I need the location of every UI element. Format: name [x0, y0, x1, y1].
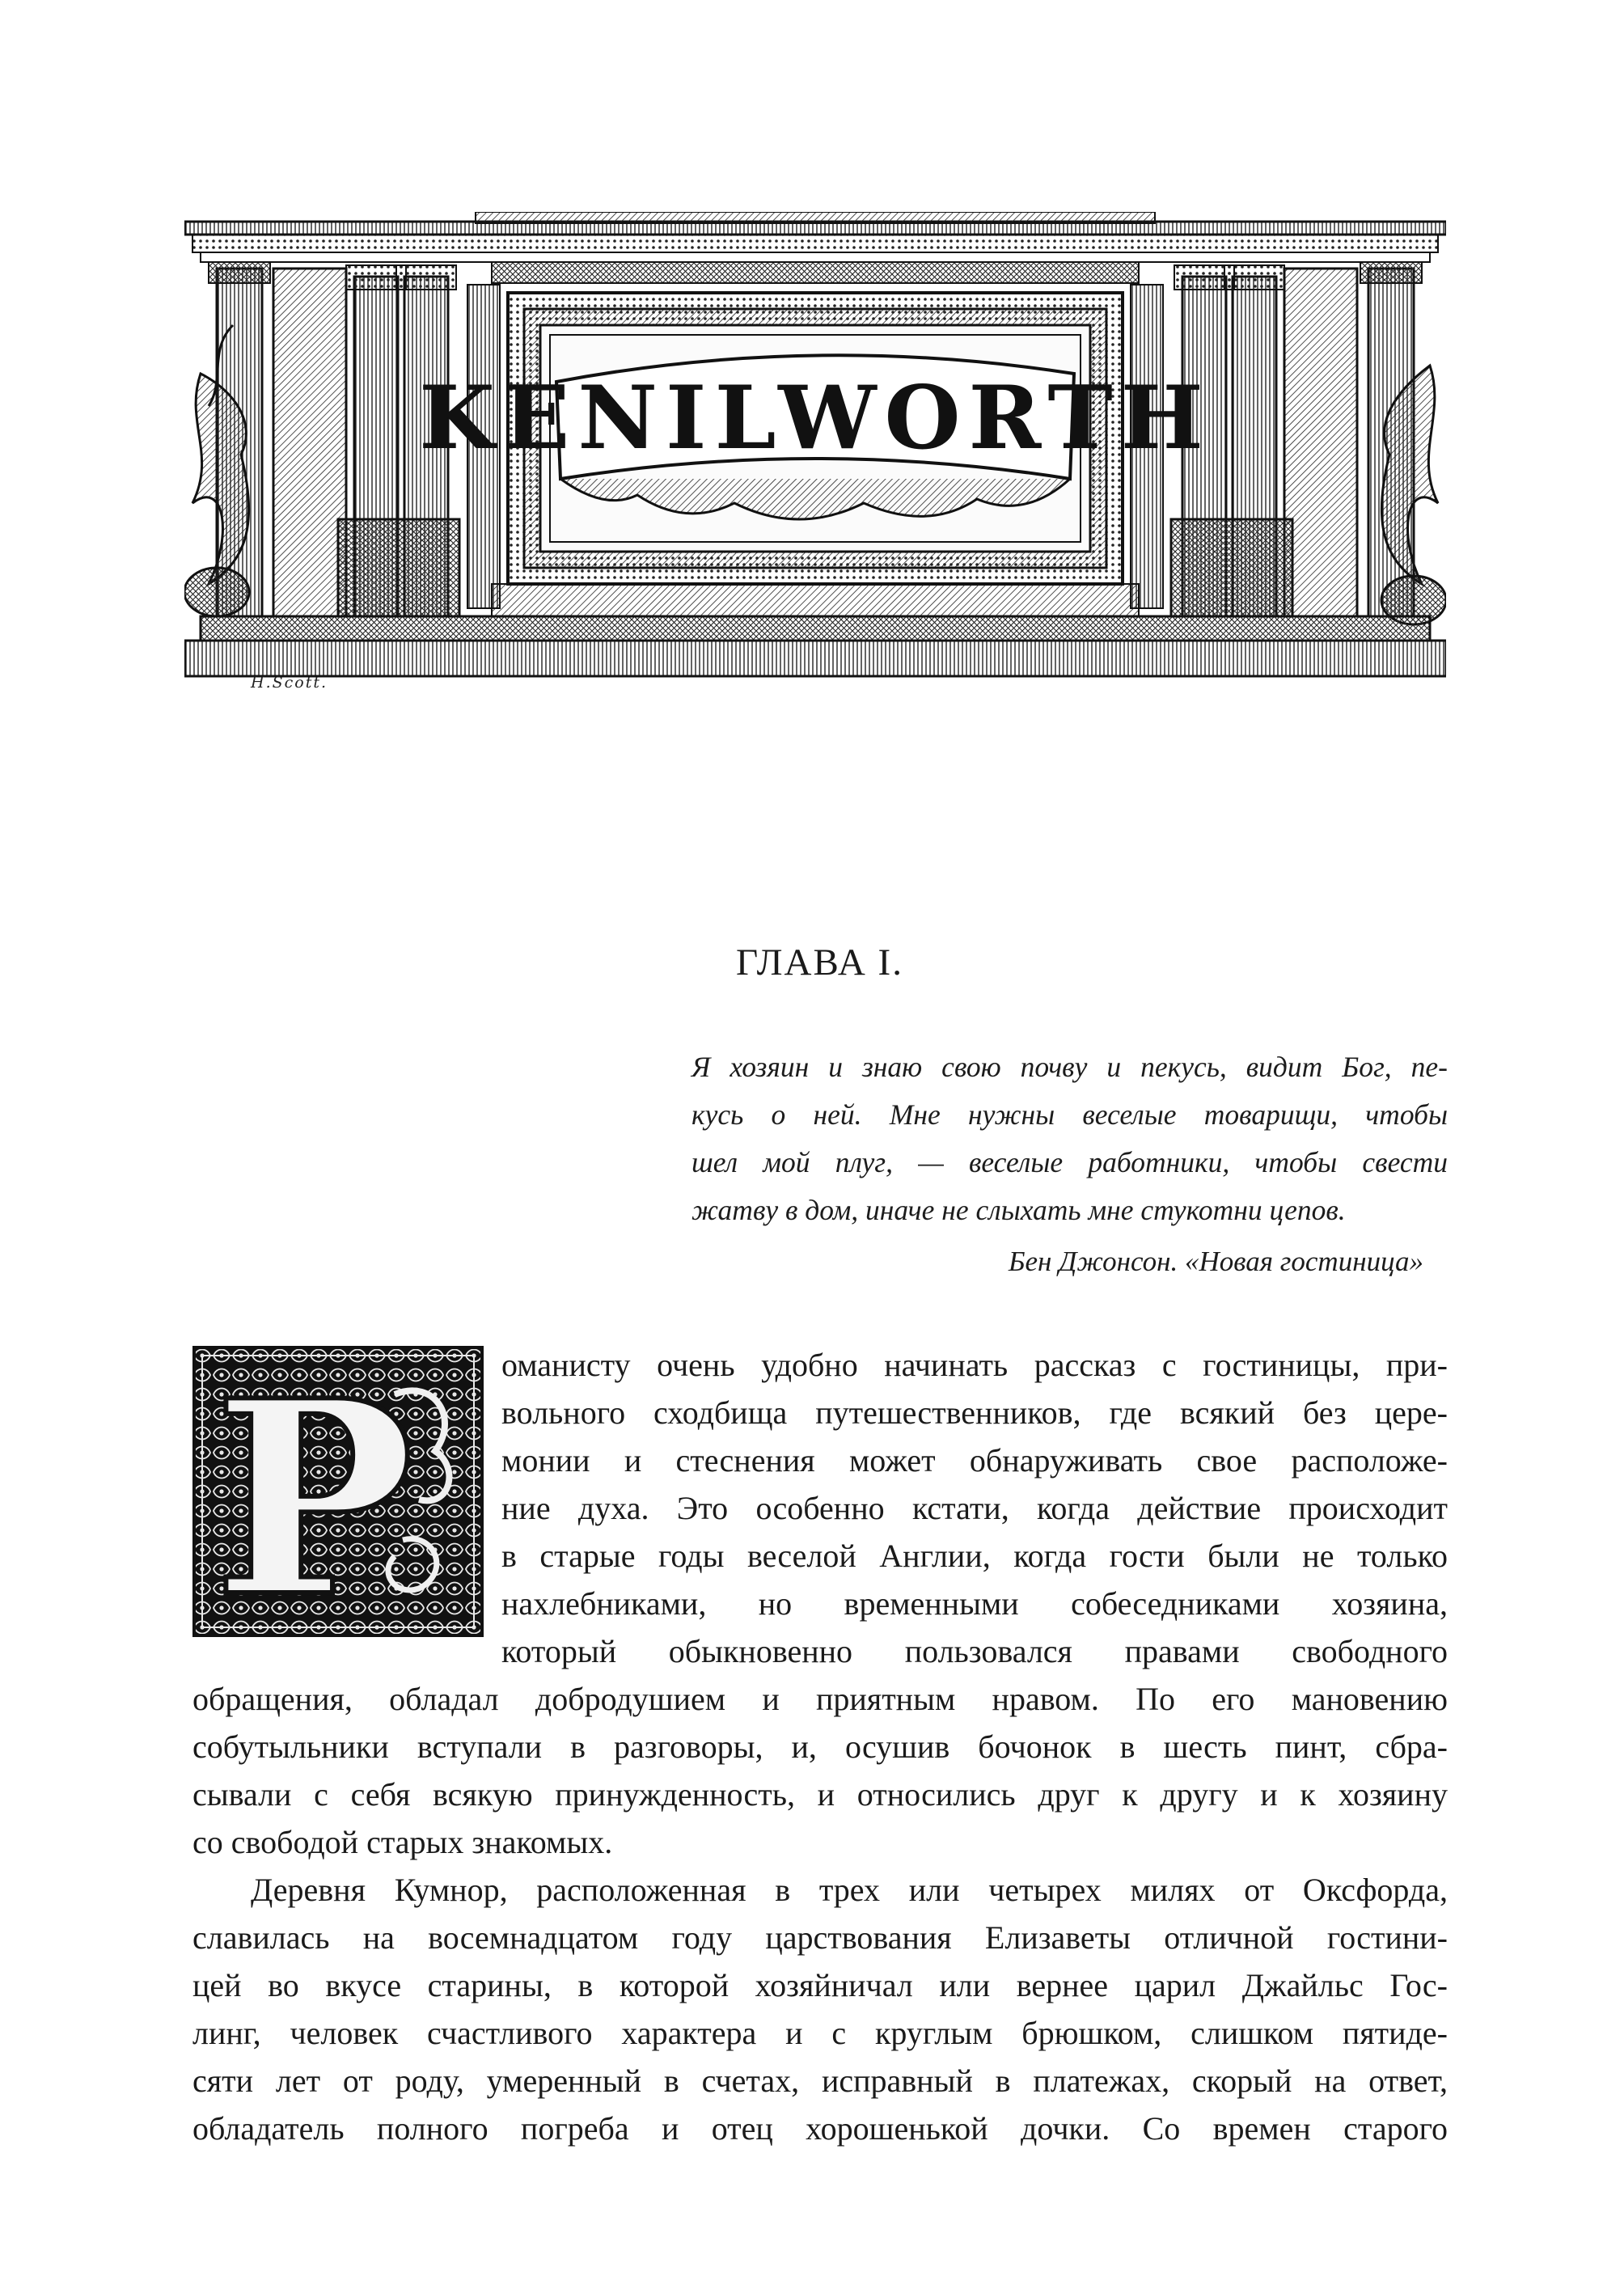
body-line: оманисту очень удобно начинать рассказ с гостиницы, при-: [501, 1347, 1448, 1383]
banner-title: KENILWORTH: [419, 367, 1212, 469]
epigraph-line: кусь о ней. Мне нужны веселые товарищи, чтобы: [691, 1098, 1448, 1131]
body-line: славилась на восемнадцатом году царствования Елизаветы отличной гостини-: [192, 1919, 1448, 1956]
body-line: собутыльники вступали в разговоры, и, осушив бочонок в шесть пинт, сбра-: [192, 1728, 1448, 1765]
epigraph-line: шел мой плуг, — веселые работники, чтобы свести: [691, 1146, 1448, 1178]
body-line: со свободой старых знакомых.: [192, 1824, 613, 1860]
body-line: в старые годы веселой Англии, когда гости были не только: [501, 1538, 1448, 1574]
body-line: цей во вкусе старины, в которой хозяйничал или вернее царил Джайльс Гос-: [192, 1967, 1448, 2003]
right-column-group: [1171, 262, 1446, 624]
drop-cap: [192, 1346, 484, 1637]
drop-cap-letter: Р: [213, 1346, 415, 1637]
body-line: Деревня Кумнор, расположенная в трех или четырех милях от Оксфорда,: [251, 1872, 1448, 1908]
body-line: нахлебниками, но временными собеседниками хозяина,: [501, 1585, 1448, 1622]
body-line: сывали с себя всякую принужденность, и относились друг к другу и к хозяину: [192, 1776, 1448, 1813]
engraver-signature: H.Scott.: [251, 674, 328, 692]
body-line: обладатель полного погреба и отец хорошенькой дочки. Со времен старого: [192, 2110, 1448, 2147]
body-line: вольного сходбища путешественников, где всякий без цере-: [501, 1394, 1448, 1431]
body-line: сяти лет от роду, умеренный в счетах, исправный в платежах, скорый на ответ,: [192, 2062, 1448, 2099]
epigraph-source: Бен Джонсон. «Новая гостиница»: [1008, 1246, 1423, 1277]
body-line: линг, человек счастливого характера и с круглым брюшком, слишком пятиде-: [192, 2015, 1448, 2051]
epigraph-line: Я хозяин и знаю свою почву и пекусь, видит Бог, пе-: [691, 1051, 1448, 1083]
body-line: обращения, обладал добродушием и приятным нравом. По его мановению: [192, 1681, 1448, 1717]
body-line: ние духа. Это особенно кстати, когда действие происходит: [501, 1490, 1448, 1526]
body-line: который обыкновенно пользовался правами свободного: [501, 1633, 1448, 1669]
epigraph: [691, 1043, 1448, 1234]
left-column-group: [184, 262, 459, 616]
header-engraving: [184, 212, 1446, 697]
body-line: монии и стеснения может обнаруживать свое расположе-: [501, 1442, 1448, 1479]
chapter-title: ГЛАВА I.: [736, 941, 903, 984]
epigraph-line: жатву в дом, иначе не слыхать мне стукотни цепов.: [691, 1194, 1346, 1226]
